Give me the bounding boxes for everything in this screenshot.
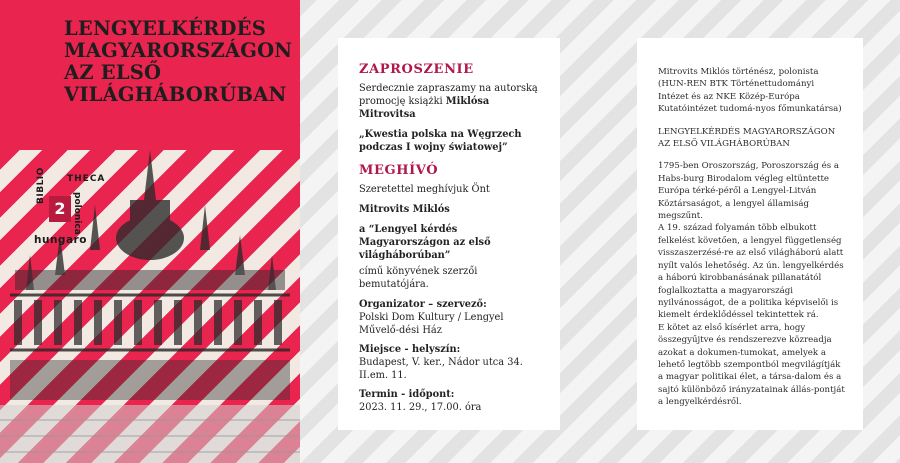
cover-title — [64, 18, 294, 106]
organizer-block — [359, 298, 540, 337]
description-book-title: LENGYELKÉRDÉS MAGYARORSZÁGON AZ ELSŐ VILÁGHÁBORÚBAN — [658, 126, 836, 150]
description-paragraph: E kötet az első kísérlet arra, hogy összegyűjtve és rendszerezve közreadja azokat a dokumen-tumokat, amelyek a lehető legtöbb szempontból megvilágítják a magyar politikai élet, a társa-dalom és a sajtó különböző irányzatainak állás-pontját a lengyelkérdésről. — [658, 322, 845, 408]
cover-title-line: LENGYELKÉRDÉS — [64, 17, 267, 40]
polish-heading: ZAPROSZENIE — [359, 62, 474, 77]
description-paragraph: A 19. század folyamán több elbukott felkelést követően, a lengyel függetlenség visszaszerzésé-re az első világháború alatt nyílt valós lehetőség. Az ún. lengyelkérdés a háború kirobbanásának pillanatától foglalkoztatta a magyarországi nyilvánosságot, de a politika képviselői is kiemelt érdeklődéssel tekintettek rá. — [658, 223, 844, 321]
logo-number: 2 — [49, 196, 71, 222]
cover-title-line: MAGYARORSZÁGON — [64, 39, 293, 62]
polish-book-title: „Kwestia polska na Węgrzech podczas I wojny światowej” — [359, 129, 522, 153]
book-cover — [0, 0, 300, 463]
logo-word-theca: THECA — [67, 174, 106, 184]
hungarian-book-title: a “Lengyel kérdés Magyarországon az első világháborúban” — [359, 224, 491, 261]
organizer-value: Polski Dom Kultury / Lengyel Művelő-dési Ház — [359, 312, 504, 336]
logo-word-hungaro: hungaro — [34, 234, 87, 246]
date-label: Termin - időpont: — [359, 389, 455, 400]
polish-intro-text: Serdecznie zapraszamy na autorską promocję książki — [359, 83, 538, 107]
logo-word-biblio: BIBLIO — [36, 167, 46, 204]
date-value: 2023. 11. 29., 17.00. óra — [359, 402, 482, 413]
date-block — [359, 388, 540, 414]
polish-intro — [359, 82, 540, 121]
cover-title-line: VILÁGHÁBORÚBAN — [64, 83, 287, 106]
organizer-label: Organizator – szervező: — [359, 299, 487, 310]
venue-block — [359, 343, 540, 382]
description-paragraph: 1795-ben Oroszország, Poroszország és a Habs-burg Birodalom végleg eltüntette Európa térké-péről a Lengyel-Litván Köztársaságot, a lengyel államiság megszűnt. — [658, 161, 839, 222]
book-description-panel — [637, 38, 863, 430]
invitation-panel — [338, 38, 560, 430]
hungarian-heading: MEGHÍVÓ — [359, 163, 439, 178]
author-name: Mitrovits Miklós — [359, 204, 450, 215]
spacer — [658, 150, 845, 160]
cover-title-line: AZ ELSŐ — [64, 61, 162, 84]
polish-author: Miklósa Mitrovitsa — [359, 96, 490, 120]
venue-label: Miejsce - helyszín: — [359, 344, 461, 355]
bibliotheca-logo — [30, 167, 106, 250]
venue-line: II.em. 11. — [359, 370, 407, 381]
hungarian-intro: Szeretettel meghívjuk Önt — [359, 184, 490, 195]
author-bio: Mitrovits Miklós történész, polonista (HUN-REN BTK Történettudományi Intézet és az NKE Közép-Európa Kutatóintézet tudomá-nyos főmunkatársa) — [658, 67, 842, 115]
venue-line: Budapest, V. ker., Nádor utca 34. — [359, 357, 523, 368]
logo-word-polonica: polonica — [72, 192, 82, 235]
book-suffix: című könyvének szerzői bemutatójára. — [359, 266, 478, 290]
spacer — [658, 116, 845, 126]
